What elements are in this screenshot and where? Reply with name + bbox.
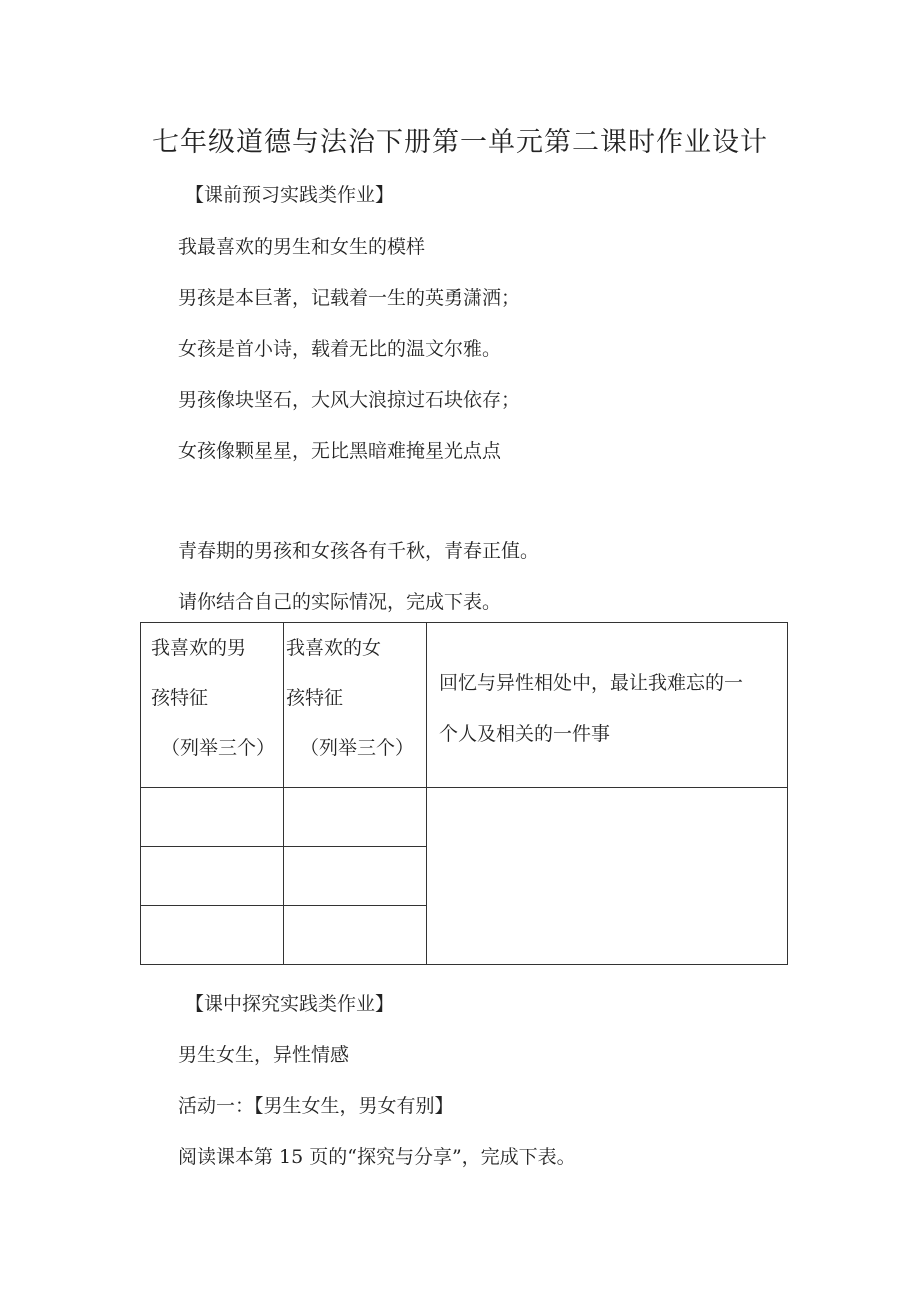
boy-trait-cell[interactable] <box>141 788 284 847</box>
poem-heading: 我最喜欢的男生和女生的模样 <box>178 236 426 258</box>
subheading: 男生女生，异性情感 <box>178 1044 350 1066</box>
instruction: 阅读课本第 15 页的“探究与分享”，完成下表。 <box>178 1146 576 1168</box>
activity-heading: 活动一：【男生女生，男女有别】 <box>178 1095 454 1117</box>
header-girl-traits <box>284 623 427 788</box>
girl-trait-cell[interactable] <box>284 847 427 906</box>
memory-cell[interactable] <box>427 788 788 965</box>
header-line: 个人及相关的一件事 <box>439 723 611 745</box>
header-boy-traits <box>141 623 284 788</box>
boy-trait-cell[interactable] <box>141 847 284 906</box>
boy-trait-cell[interactable] <box>141 906 284 965</box>
poem-line: 女孩是首小诗，载着无比的温文尔雅。 <box>178 338 502 360</box>
header-line: （列举三个） <box>300 737 415 759</box>
girl-trait-cell[interactable] <box>284 906 427 965</box>
paragraph: 青春期的男孩和女孩各有千秋，青春正值。 <box>178 540 540 562</box>
section-heading-preview: 【课前预习实践类作业】 <box>185 184 395 206</box>
paragraph: 请你结合自己的实际情况，完成下表。 <box>178 591 502 613</box>
header-line: 回忆与异性相处中，最让我难忘的一 <box>439 672 744 694</box>
header-memory <box>427 623 788 788</box>
page-title: 七年级道德与法治下册第一单元第二课时作业设计 <box>152 127 768 158</box>
header-line: 孩特征 <box>286 687 344 709</box>
header-line: 我喜欢的男 <box>151 637 247 659</box>
header-line: （列举三个） <box>161 737 276 759</box>
traits-table <box>140 622 788 965</box>
girl-trait-cell[interactable] <box>284 788 427 847</box>
header-line: 我喜欢的女 <box>286 637 382 659</box>
poem-line: 男孩是本巨著，记载着一生的英勇潇洒； <box>178 287 521 309</box>
poem-line: 女孩像颗星星，无比黑暗难掩星光点点 <box>178 440 502 462</box>
header-line: 孩特征 <box>151 687 209 709</box>
section-heading-inclass: 【课中探究实践类作业】 <box>185 993 395 1015</box>
poem-line: 男孩像块坚石，大风大浪掠过石块依存； <box>178 389 521 411</box>
